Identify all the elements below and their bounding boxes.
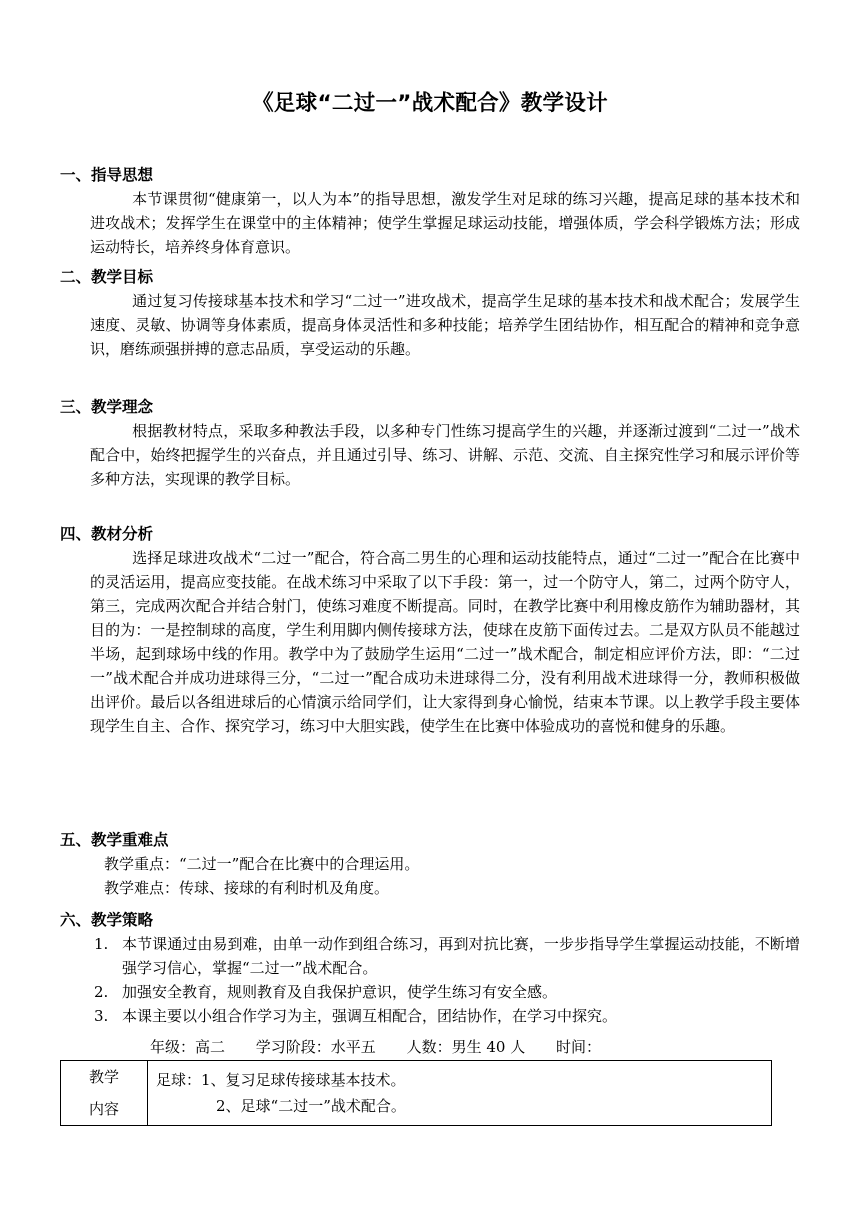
section-paragraph: 选择足球进攻战术“二过一”配合，符合高二男生的心理和运动技能特点，通过“二过一”配合在比赛中的灵活运用，提高应变技能。在战术练习中采取了以下手段：第一，过一个防守人，第二，过两个防守人，第三，完成两次配合并结合射门，使练习难度不断提高。同时，在教学比赛中利用橡皮筋作为辅助器材，其目的为：一是控制球的高度，学生利用脚内侧传接球方法，使球在皮筋下面传过去。二是双方队员不能越过半场，起到球场中线的作用。教学中为了鼓励学生运用“二过一”战术配合，制定相应评价方法，即：“二过一”战术配合并成功进球得三分，“二过一”配合成功未进球得二分，没有利用战术进球得一分，教师积极做出评价。最后以各组进球后的心情演示给同学们，让大家得到身心愉悦，结束本节课。以上教学手段主要体现学生自主、合作、探究学习，练习中大胆实践，使学生在比赛中体验成功的喜悦和健身的乐趣。 [90, 549, 800, 735]
section-key-difficulties [60, 828, 800, 900]
content-line: 2、足球“二过一”战术配合。 [216, 1097, 406, 1115]
table-row [61, 1061, 772, 1126]
section-paragraph: 根据教材特点，采取多种教法手段，以多种专门性练习提高学生的兴趣，并逐渐过渡到“二过一”战术配合中，始终把握学生的兴奋点，并且通过引导、练习、讲解、示范、交流、自主探究性学习和展示评价等多种方法，实现课的教学目标。 [90, 422, 800, 488]
table-label-cell [61, 1061, 148, 1126]
section-guiding-thought [60, 163, 800, 259]
section-teaching-philosophy [60, 395, 800, 491]
stage-text: 学习阶段：水平五 [255, 1038, 376, 1056]
difficulty-line: 教学难点：传球、接球的有利时机及角度。 [104, 879, 390, 897]
list-item: 1. 本节课通过由易到难，由单一动作到组合练习，再到对抗比赛，一步步指导学生掌握运动技能，不断增强学习信心，掌握“二过一”战术配合。 [94, 935, 800, 977]
list-item: 2. 加强安全教育，规则教育及自我保护意识，使学生练习有安全感。 [94, 983, 558, 1001]
document-title: 《足球“二过一”战术配合》教学设计 [252, 91, 608, 116]
count-text: 人数：男生 40 人 [406, 1038, 526, 1056]
section-heading: 六、教学策略 [60, 911, 154, 929]
section-heading: 二、教学目标 [60, 268, 154, 286]
content-line: 足球：1、复习足球传接球基本技术。 [156, 1071, 406, 1089]
lesson-meta [150, 1036, 627, 1058]
label-line: 教学 [88, 1068, 119, 1086]
section-heading: 五、教学重难点 [60, 831, 169, 849]
section-teaching-goals [60, 265, 800, 361]
label-line: 内容 [88, 1100, 119, 1118]
table-content-cell [148, 1061, 772, 1126]
section-heading: 三、教学理念 [60, 398, 154, 416]
section-heading: 四、教材分析 [60, 525, 154, 543]
section-paragraph: 通过复习传接球基本技术和学习“二过一”进攻战术，提高学生足球的基本技术和战术配合；发展学生速度、灵敏、协调等身体素质，提高身体灵活性和多种技能；培养学生团结协作，相互配合的精神和竞争意识，磨练顽强拼搏的意志品质，享受运动的乐趣。 [90, 292, 800, 358]
strategy-list [60, 932, 800, 1028]
section-material-analysis [60, 522, 800, 738]
list-item: 3. 本课主要以小组合作学习为主，强调互相配合，团结协作，在学习中探究。 [94, 1007, 618, 1025]
section-teaching-strategy [60, 908, 800, 1028]
grade-text: 年级：高二 [150, 1038, 226, 1056]
time-text: 时间： [556, 1038, 602, 1056]
section-paragraph: 本节课贯彻“健康第一，以人为本”的指导思想，激发学生对足球的练习兴趣，提高足球的基本技术和进攻战术；发挥学生在课堂中的主体精神；使学生掌握足球运动技能，增强体质，学会科学锻炼方法；形成运动特长，培养终身体育意识。 [90, 190, 800, 256]
section-heading: 一、指导思想 [60, 166, 154, 184]
key-point-line: 教学重点：“二过一”配合在比赛中的合理运用。 [104, 855, 420, 873]
teaching-content-table [60, 1060, 772, 1126]
